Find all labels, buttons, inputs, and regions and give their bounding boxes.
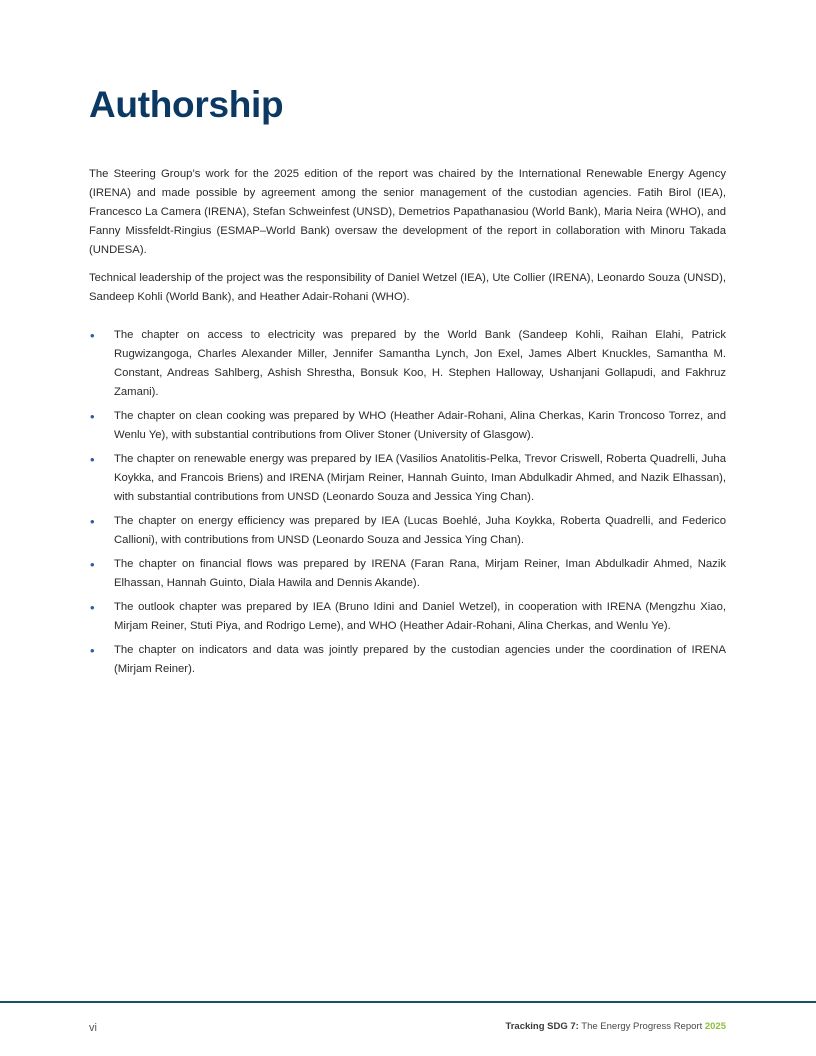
paragraph-technical-leadership: Technical leadership of the project was the responsibility of Daniel Wetzel (IEA), Ute Collier (IRENA), Leonardo Souza (UNSD), Sandeep Kohli (World Bank), and Heather Adair-Rohani (WHO). [89, 272, 726, 303]
bullet-icon: • [90, 328, 95, 343]
list-item [89, 555, 726, 593]
report-year-label: 2025 [704, 1021, 726, 1032]
page-number: vi [89, 1022, 97, 1034]
bullet-icon: • [90, 409, 95, 424]
list-item [89, 326, 726, 402]
list-item [89, 450, 726, 507]
list-item-text: The chapter on renewable energy was prepared by IEA (Vasilios Anatolitis-Pelka, Trevor Criswell, Roberta Quadrelli, Juha Koykka, and Francois Briens) and IRENA (Mirjam Reiner, Hannah Guinto, Iman Abdulkadir Ahmed, and Nazik Elhassan), with substantial contributions from UNSD (Leonardo Souza and Jessica Ying Chan). [114, 453, 726, 503]
page-title: Authorship [89, 84, 284, 125]
list-item-text: The chapter on access to electricity was prepared by the World Bank (Sandeep Kohli, Raihan Elahi, Patrick Rugwizangoga, Charles Alexander Miller, Jennifer Samantha Lynch, Jon Exel, James Albert Knuckles, Samantha M. Constant, Andreas Sahlberg, Ashish Shrestha, Bonsuk Koo, H. Stephen Halloway, Ushanjani Gollapudi, and Fakhruz Zamani). [114, 329, 726, 398]
list-item-text: The chapter on energy efficiency was prepared by IEA (Lucas Boehlé, Juha Koykka, Roberta Quadrelli, and Federico Callioni), with contributions from UNSD (Leonardo Souza and Jessica Ying Chan). [114, 515, 726, 546]
list-item-text: The chapter on clean cooking was prepared by WHO (Heather Adair-Rohani, Alina Cherkas, Karin Troncoso Torrez, and Wenlu Ye), with substantial contributions from Oliver Stoner (University of Glasgow). [114, 410, 726, 441]
list-item [89, 598, 726, 636]
list-item [89, 407, 726, 445]
body-content [89, 165, 726, 684]
report-title-label: The Energy Progress Report [578, 1021, 705, 1032]
bullet-icon: • [90, 452, 95, 467]
list-item-text: The chapter on indicators and data was jointly prepared by the custodian agencies under the coordination of IRENA (Mirjam Reiner). [114, 644, 726, 675]
chapter-contributors-list [89, 326, 726, 679]
report-series-label: Tracking SDG 7: [505, 1021, 579, 1032]
bullet-icon: • [90, 600, 95, 615]
running-footer [505, 1021, 726, 1032]
bullet-icon: • [90, 557, 95, 572]
bullet-icon: • [90, 514, 95, 529]
bullet-icon: • [90, 643, 95, 658]
paragraph-steering-group: The Steering Group’s work for the 2025 edition of the report was chaired by the International Renewable Energy Agency (IRENA) and made possible by agreement among the senior management of the custodian agencies. Fatih Birol (IEA), Francesco La Camera (IRENA), Stefan Schweinfest (UNSD), Demetrios Papathanasiou (World Bank), Maria Neira (WHO), and Fanny Missfeldt-Ringius (ESMAP–World Bank) oversaw the development of the report in collaboration with Minoru Takada (UNDESA). [89, 168, 726, 256]
list-item [89, 512, 726, 550]
list-item-text: The outlook chapter was prepared by IEA (Bruno Idini and Daniel Wetzel), in cooperation with IRENA (Mengzhu Xiao, Mirjam Reiner, Stuti Piya, and Rodrigo Leme), and WHO (Heather Adair-Rohani, Alina Cherkas, and Wenlu Ye). [114, 601, 726, 632]
list-item-text: The chapter on financial flows was prepared by IRENA (Faran Rana, Mirjam Reiner, Iman Abdulkadir Ahmed, Nazik Elhassan, Hannah Guinto, Diala Hawila and Dennis Akande). [114, 558, 726, 589]
list-item [89, 641, 726, 679]
footer-divider [0, 1001, 816, 1003]
